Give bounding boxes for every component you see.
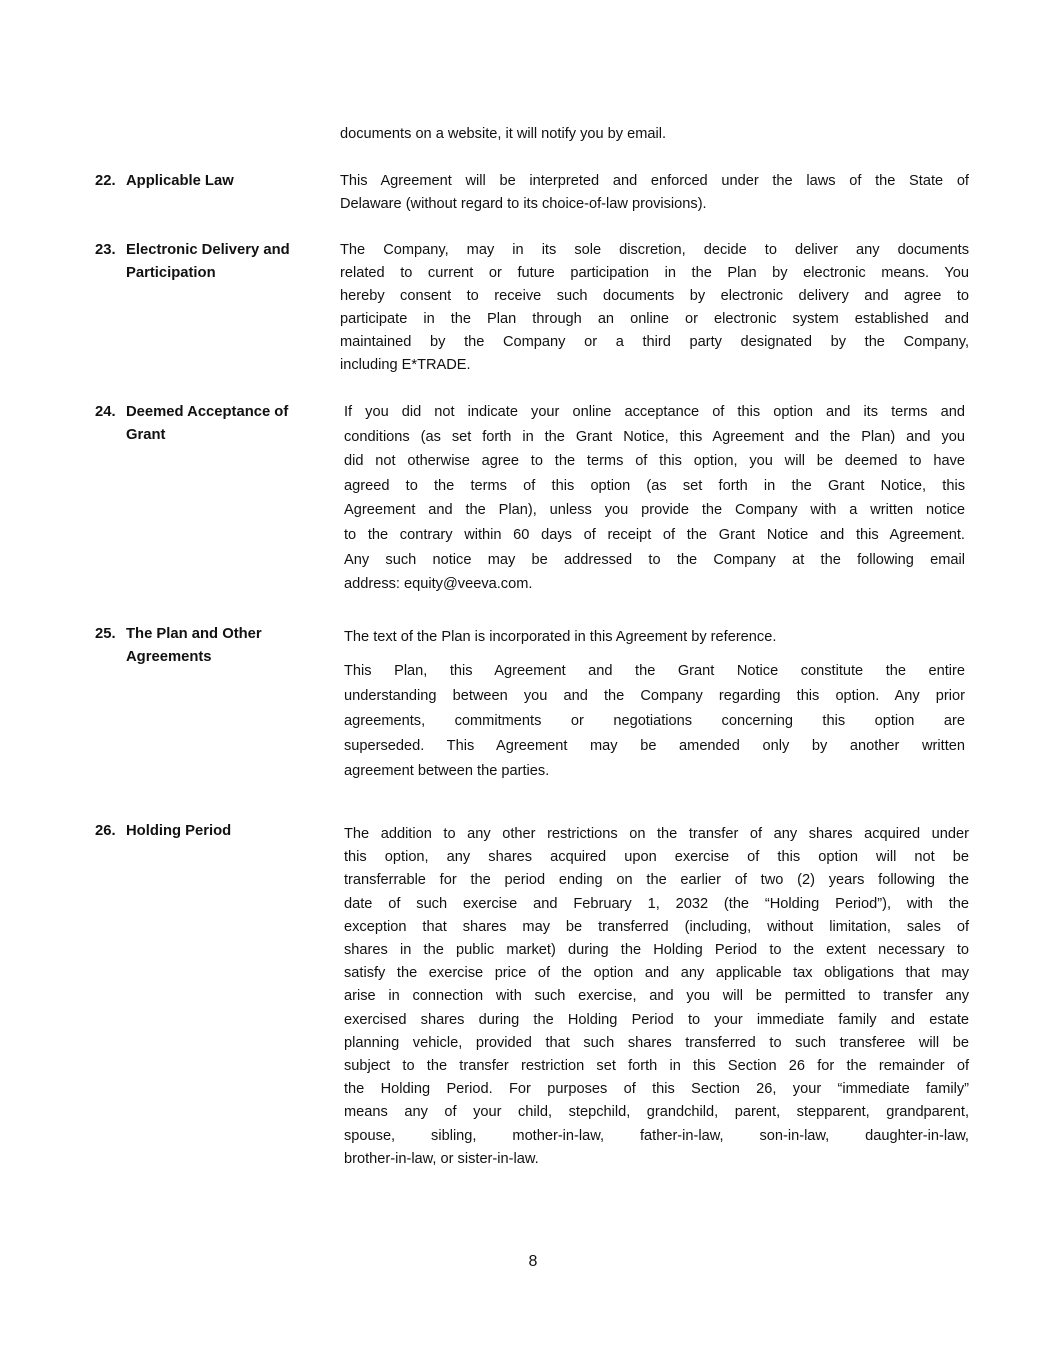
paragraph-line: date of such exercise and February 1, 2032 (the “Holding Period”), with the — [344, 895, 969, 912]
paragraph-line: agreed to the terms of this option (as set forth in the Grant Notice, this — [344, 477, 965, 494]
paragraph-line: brother-in-law, or sister-in-law. — [344, 1150, 539, 1167]
paragraph-line: hereby consent to receive such documents by electronic delivery and agree to — [340, 288, 969, 304]
paragraph-line: shares in the public market) during the Holding Period to the extent necessary to — [344, 942, 969, 958]
paragraph-line: conditions (as set forth in the Grant Notice, this Agreement and the Plan) and you — [344, 428, 965, 445]
paragraph-line: Delaware (without regard to its choice-of-law provisions). — [340, 196, 707, 212]
paragraph-line: Agreement and the Plan), unless you provide the Company with a written notice — [344, 502, 965, 519]
paragraph-line: related to current or future participation in the Plan by electronic means. You — [340, 265, 969, 281]
paragraph-line: transferrable for the period ending on the earlier of two (2) years following the — [344, 872, 969, 889]
section-number: 24. — [95, 404, 116, 420]
paragraph-line: The text of the Plan is incorporated in this Agreement by reference. — [344, 629, 777, 645]
paragraph-line: This Agreement will be interpreted and enforced under the laws of the State of — [340, 173, 969, 189]
section-title: Agreements — [126, 649, 212, 665]
section-number: 26. — [95, 823, 116, 839]
section-number: 23. — [95, 242, 116, 258]
intro-text: documents on a website, it will notify you by email. — [340, 126, 667, 142]
paragraph-line: Any such notice may be addressed to the Company at the following email — [344, 551, 965, 568]
paragraph-line: planning vehicle, provided that such shares transferred to such transferee will be — [344, 1034, 969, 1051]
paragraph-line: satisfy the exercise price of the option and any applicable tax obligations that may — [344, 965, 969, 982]
paragraph-line: The addition to any other restrictions on the transfer of any shares acquired under — [344, 826, 969, 842]
paragraph-line: agreement between the parties. — [344, 763, 550, 779]
paragraph-line: means any of your child, stepchild, grandchild, parent, stepparent, grandparent, — [344, 1104, 969, 1121]
paragraph-line: agreements, commitments or negotiations concerning this option are — [344, 713, 965, 729]
section-title: Deemed Acceptance of — [126, 404, 289, 420]
paragraph-line: maintained by the Company or a third party designated by the Company, — [340, 334, 969, 350]
section-number: 22. — [95, 173, 116, 189]
paragraph-line: including E*TRADE. — [340, 357, 471, 373]
paragraph-line: arise in connection with such exercise, and you will be permitted to transfer any — [344, 988, 969, 1005]
section-title: Grant — [126, 427, 166, 443]
paragraph-line: this option, any shares acquired upon exercise of this option will not be — [344, 849, 969, 866]
section-number: 25. — [95, 626, 116, 642]
paragraph-line: to the contrary within 60 days of receipt of the Grant Notice and this Agreement. — [344, 527, 965, 543]
paragraph-line: did not otherwise agree to the terms of this option, you will be deemed to have — [344, 453, 965, 470]
paragraph-line: The Company, may in its sole discretion, decide to deliver any documents — [340, 242, 969, 258]
section-title: Participation — [126, 265, 216, 281]
section-title: Applicable Law — [126, 173, 234, 189]
paragraph-line: spouse, sibling, mother-in-law, father-in-law, son-in-law, daughter-in-law, — [344, 1127, 969, 1144]
paragraph-line: the Holding Period. For purposes of this Section 26, your “immediate family” — [344, 1081, 969, 1098]
paragraph-line: address: equity@veeva.com. — [344, 576, 533, 593]
paragraph-line: superseded. This Agreement may be amended only by another written — [344, 738, 965, 754]
paragraph-line: subject to the transfer restriction set forth in this Section 26 for the remainder of — [344, 1058, 969, 1074]
page-number: 8 — [528, 1253, 538, 1270]
paragraph-line: exception that shares may be transferred (including, without limitation, sales of — [344, 918, 969, 935]
paragraph-line: exercised shares during the Holding Period to your immediate family and estate — [344, 1011, 969, 1028]
paragraph-line: This Plan, this Agreement and the Grant Notice constitute the entire — [344, 663, 965, 679]
section-title: Holding Period — [126, 823, 232, 839]
section-title: Electronic Delivery and — [126, 242, 290, 258]
paragraph-line: If you did not indicate your online acceptance of this option and its terms and — [344, 404, 965, 420]
paragraph-line: participate in the Plan through an online or electronic system established and — [340, 311, 969, 327]
paragraph-line: understanding between you and the Company regarding this option. Any prior — [344, 688, 965, 704]
section-title: The Plan and Other — [126, 626, 262, 642]
